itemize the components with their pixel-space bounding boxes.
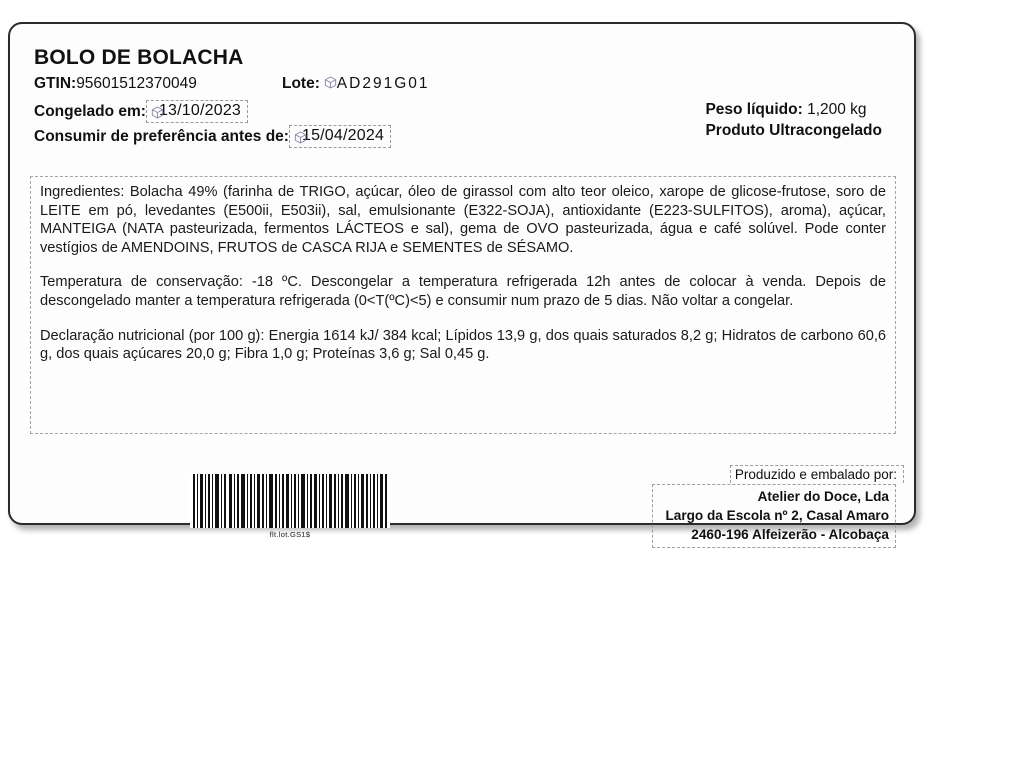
frozen-date-box — [146, 100, 248, 123]
best-before-label: Consumir de preferência antes de: — [34, 127, 289, 145]
ingredients-text: Ingredientes: Bolacha 49% (farinha de TRIGO, açúcar, óleo de girassol com alto teor oleico, xarope de glicose-frutose, soro de LEITE em pó, levedantes (E500ii, E503ii), sal, emulsionante (E322-SOJA), antioxidante (E223-SULFITOS), aroma), açúcar, MANTEIGA (NATA pasteurizada, fermentos LÁCTEOS e sal), gema de OVO pasteurizada, água e café solúvel. Pode conter vestígios de AMENDOINS, FRUTOS de CASCA RIJA e SEMENTES de SÉSAMO. — [40, 184, 886, 256]
gtin-value: 95601512370049 — [76, 75, 197, 92]
best-before-value: 15/04/2024 — [301, 127, 385, 144]
producer-address-line-1: Largo da Escola nº 2, Casal Amaro — [665, 508, 889, 523]
barcode-image — [190, 474, 390, 528]
page-title: BOLO DE BOLACHA — [34, 46, 244, 69]
best-before-box — [289, 125, 391, 148]
best-before-row — [34, 125, 391, 148]
product-state: Produto Ultracongelado — [705, 122, 882, 139]
frozen-date-row — [34, 100, 248, 123]
label-header — [34, 73, 896, 151]
product-label-card — [8, 22, 916, 542]
frozen-date-value: 13/10/2023 — [158, 102, 242, 119]
producer-name: Atelier do Doce, Lda — [757, 489, 889, 504]
barcode-area — [190, 474, 390, 539]
net-weight-label: Peso líquido: — [705, 101, 803, 118]
lote-label: Lote: — [282, 75, 320, 92]
cube-icon — [294, 131, 307, 144]
conservation-text: Temperatura de conservação: -18 ºC. Descongelar a temperatura refrigerada 12h antes de colocar à venda. Depois de descongelado manter a temperatura refrigerada (0<T(ºC)<5) e consumir num prazo de 5 dias. Não voltar a congelar. — [40, 274, 886, 309]
lote-row — [282, 75, 430, 93]
producer-heading: Produzido e embalado por: — [730, 465, 904, 483]
cube-icon — [324, 76, 337, 89]
net-weight-value: 1,200 kg — [807, 101, 867, 118]
gtin-row — [34, 75, 197, 93]
label-body-box — [30, 176, 896, 434]
producer-address-line-2: 2460-196 Alfeizerão - Alcobaça — [691, 527, 889, 542]
gtin-label: GTIN: — [34, 75, 77, 92]
frozen-date-label: Congelado em: — [34, 102, 146, 120]
producer-details — [652, 484, 896, 548]
weight-and-state — [705, 99, 882, 141]
cube-icon — [151, 106, 164, 119]
nutrition-text: Declaração nutricional (por 100 g): Energia 1614 kJ/ 384 kcal; Lípidos 13,9 g, dos quais saturados 8,2 g; Hidratos de carbono 60,6 g, dos quais açúcares 20,0 g; Fibra 1,0 g; Proteínas 3,6 g; Sal 0,45 g. — [40, 327, 886, 363]
barcode-caption: flt.lot.GS1$ — [269, 530, 311, 539]
net-weight-row — [705, 99, 882, 120]
producer-block — [652, 465, 896, 548]
lote-value: AD291G01 — [336, 75, 430, 92]
